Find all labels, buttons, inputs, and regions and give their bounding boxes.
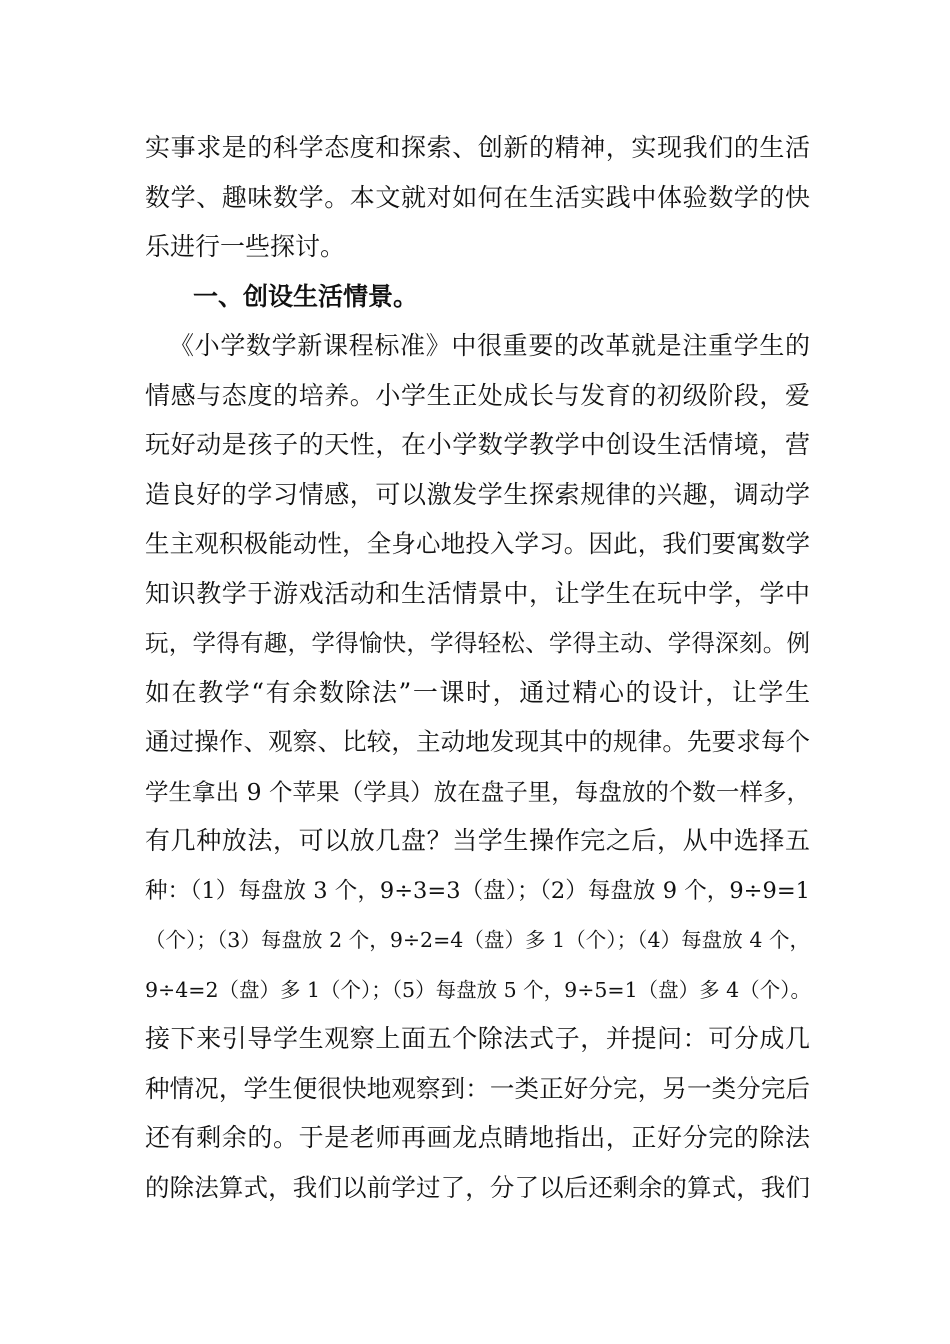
body-line: 还有剩余的。于是老师再画龙点睛地指出，正好分完的除法 — [145, 1123, 810, 1152]
intro-line: 数学、趣味数学。本文就对如何在生活实践中体验数学的快 — [145, 183, 810, 212]
body-line: 造良好的学习情感，可以激发学生探索规律的兴趣，调动学 — [145, 480, 810, 509]
body-line: 《小学数学新课程标准》中很重要的改革就是注重学生的 — [169, 331, 810, 360]
document-text — [145, 130, 810, 1240]
body-line: 有几种放法，可以放几盘？当学生操作完之后，从中选择五 — [145, 826, 810, 855]
body-line: 种：（1）每盘放 3 个，9÷3=3（盘）；（2）每盘放 9 个，9÷9=1 — [145, 878, 810, 904]
body-line: 生主观积极能动性，全身心地投入学习。因此，我们要寓数学 — [145, 529, 810, 558]
body-line: 知识教学于游戏活动和生活情景中，让学生在玩中学，学中 — [145, 579, 810, 608]
section-heading: 一、创设生活情景。 — [193, 282, 419, 311]
body-line: 接下来引导学生观察上面五个除法式子，并提问：可分成几 — [145, 1024, 810, 1053]
body-line: 9÷4=2（盘）多 1（个）；（5）每盘放 5 个，9÷5=1（盘）多 4（个）。 — [145, 978, 811, 1002]
body-line: 种情况，学生便很快地观察到：一类正好分完，另一类分完后 — [145, 1074, 810, 1103]
body-line: 通过操作、观察、比较，主动地发现其中的规律。先要求每个 — [145, 727, 810, 756]
body-line: 如在教学“有余数除法”一课时，通过精心的设计，让学生 — [145, 678, 810, 707]
intro-line: 乐进行一些探讨。 — [145, 232, 346, 261]
body-line: 的除法算式，我们以前学过了，分了以后还剩余的算式，我们 — [145, 1173, 810, 1202]
body-line: 情感与态度的培养。小学生正处成长与发育的初级阶段，爱 — [145, 381, 810, 410]
intro-line: 实事求是的科学态度和探索、创新的精神，实现我们的生活 — [145, 133, 810, 162]
body-line: 玩，学得有趣，学得愉快，学得轻松、学得主动、学得深刻。例 — [145, 629, 810, 657]
body-line: 玩好动是孩子的天性，在小学数学教学中创设生活情境，营 — [145, 430, 810, 459]
body-line: 学生拿出 9 个苹果（学具）放在盘子里，每盘放的个数一样多， — [145, 778, 810, 806]
body-line: （个）；（3）每盘放 2 个，9÷2=4（盘）多 1（个）；（4）每盘放 4 个， — [145, 928, 810, 952]
